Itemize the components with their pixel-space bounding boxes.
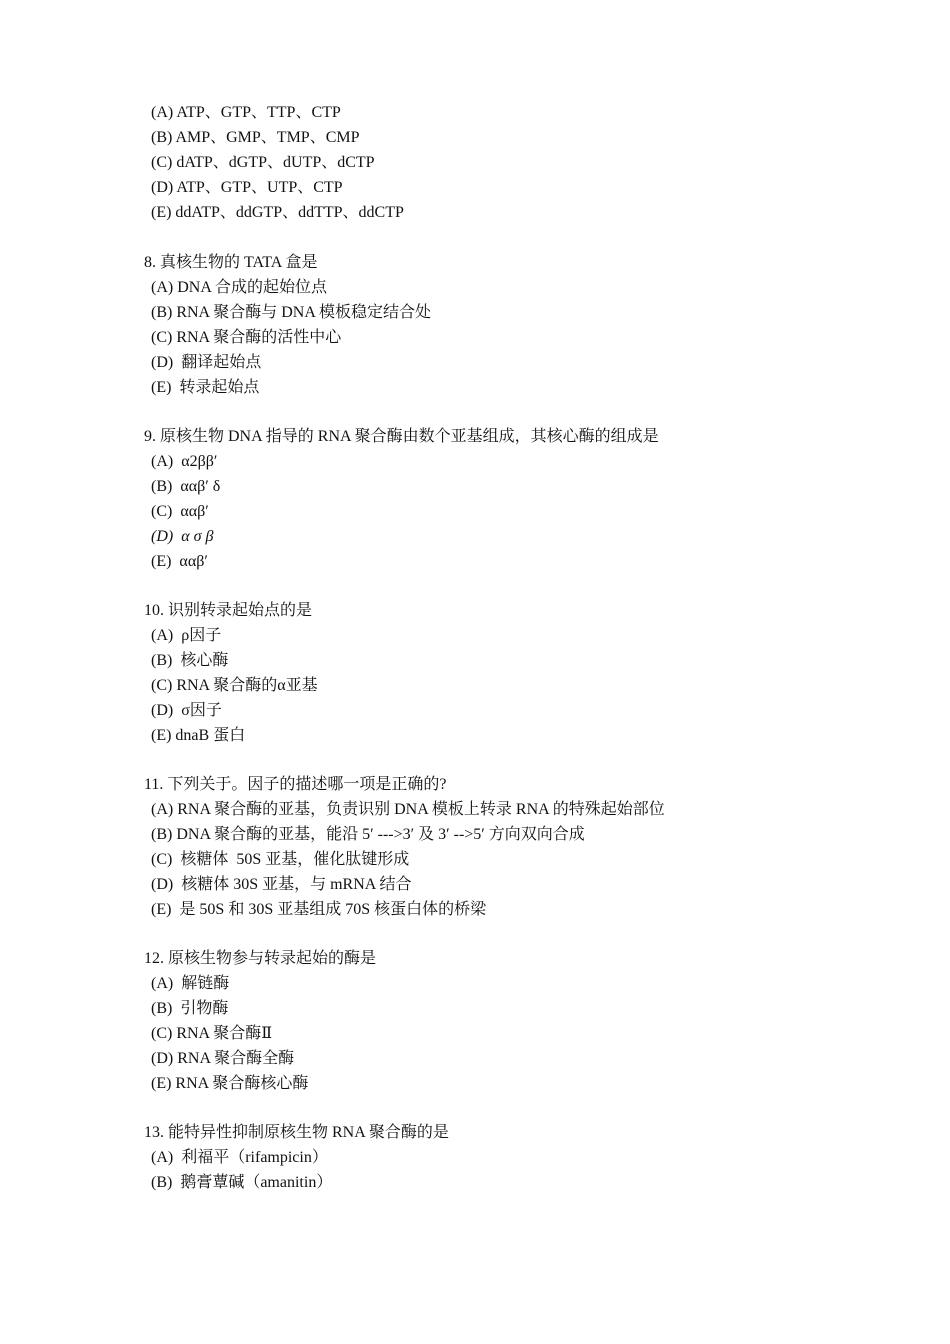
option-b: (B) 引物酶 — [151, 1000, 229, 1017]
option-c: (C) ααβ′ — [151, 503, 209, 520]
question-11 — [144, 772, 665, 922]
option-d: (D) ATP、GTP、UTP、CTP — [151, 179, 343, 196]
option-a: (A) 利福平（rifampicin） — [151, 1149, 328, 1166]
option-d: (D) 翻译起始点 — [151, 354, 262, 371]
question-stem: 11. 下列关于。因子的描述哪一项是正确的? — [144, 776, 447, 793]
option-c: (C) RNA 聚合酶Ⅱ — [151, 1025, 273, 1042]
option-b: (B) DNA 聚合酶的亚基，能沿 5′ --->3′ 及 3′ -->5′ 方向双向合成 — [151, 826, 585, 843]
question-stem: 10. 识别转录起始点的是 — [144, 602, 313, 619]
question-8 — [144, 250, 431, 400]
option-e: (E) 转录起始点 — [151, 379, 260, 396]
option-a: (A) DNA 合成的起始位点 — [151, 279, 327, 296]
option-b: (B) 核心酶 — [151, 652, 229, 669]
option-e: (E) RNA 聚合酶核心酶 — [151, 1075, 309, 1092]
option-a: (A) RNA 聚合酶的亚基，负责识别 DNA 模板上转录 RNA 的特殊起始部位 — [151, 801, 665, 818]
option-b: (B) AMP、GMP、TMP、CMP — [151, 129, 360, 146]
question-10 — [144, 598, 318, 748]
question-stem: 13. 能特异性抑制原核生物 RNA 聚合酶的是 — [144, 1124, 449, 1141]
option-d: (D) σ因子 — [151, 702, 222, 719]
question-stem: 9. 原核生物 DNA 指导的 RNA 聚合酶由数个亚基组成，其核心酶的组成是 — [144, 428, 659, 445]
option-b: (B) ααβ′ δ — [151, 478, 221, 495]
option-a: (A) 解链酶 — [151, 975, 230, 992]
option-d: (D) α σ β — [151, 528, 214, 545]
option-d: (D) 核糖体 30S 亚基，与 mRNA 结合 — [151, 876, 412, 893]
question-13 — [144, 1120, 449, 1195]
option-a: (A) ATP、GTP、TTP、CTP — [151, 104, 341, 121]
question-12 — [144, 946, 376, 1096]
question-stem: 12. 原核生物参与转录起始的酶是 — [144, 950, 377, 967]
question-stem: 8. 真核生物的 TATA 盒是 — [144, 254, 318, 271]
question-9 — [144, 424, 659, 574]
option-e: (E) ddATP、ddGTP、ddTTP、ddCTP — [151, 204, 404, 221]
option-c: (C) 核糖体 50S 亚基，催化肽键形成 — [151, 851, 410, 868]
option-a: (A) α2ββ′ — [151, 453, 218, 470]
option-c: (C) dATP、dGTP、dUTP、dCTP — [151, 154, 375, 171]
option-c: (C) RNA 聚合酶的活性中心 — [151, 329, 342, 346]
option-b: (B) 鹅膏蕈碱（amanitin） — [151, 1174, 333, 1191]
option-c: (C) RNA 聚合酶的α亚基 — [151, 677, 318, 694]
option-e: (E) ααβ′ — [151, 553, 208, 570]
option-e: (E) dnaB 蛋白 — [151, 727, 246, 744]
option-e: (E) 是 50S 和 30S 亚基组成 70S 核蛋白体的桥梁 — [151, 901, 487, 918]
option-b: (B) RNA 聚合酶与 DNA 模板稳定结合处 — [151, 304, 432, 321]
option-a: (A) ρ因子 — [151, 627, 222, 644]
question-7 — [144, 100, 404, 225]
option-d: (D) RNA 聚合酶全酶 — [151, 1050, 295, 1067]
